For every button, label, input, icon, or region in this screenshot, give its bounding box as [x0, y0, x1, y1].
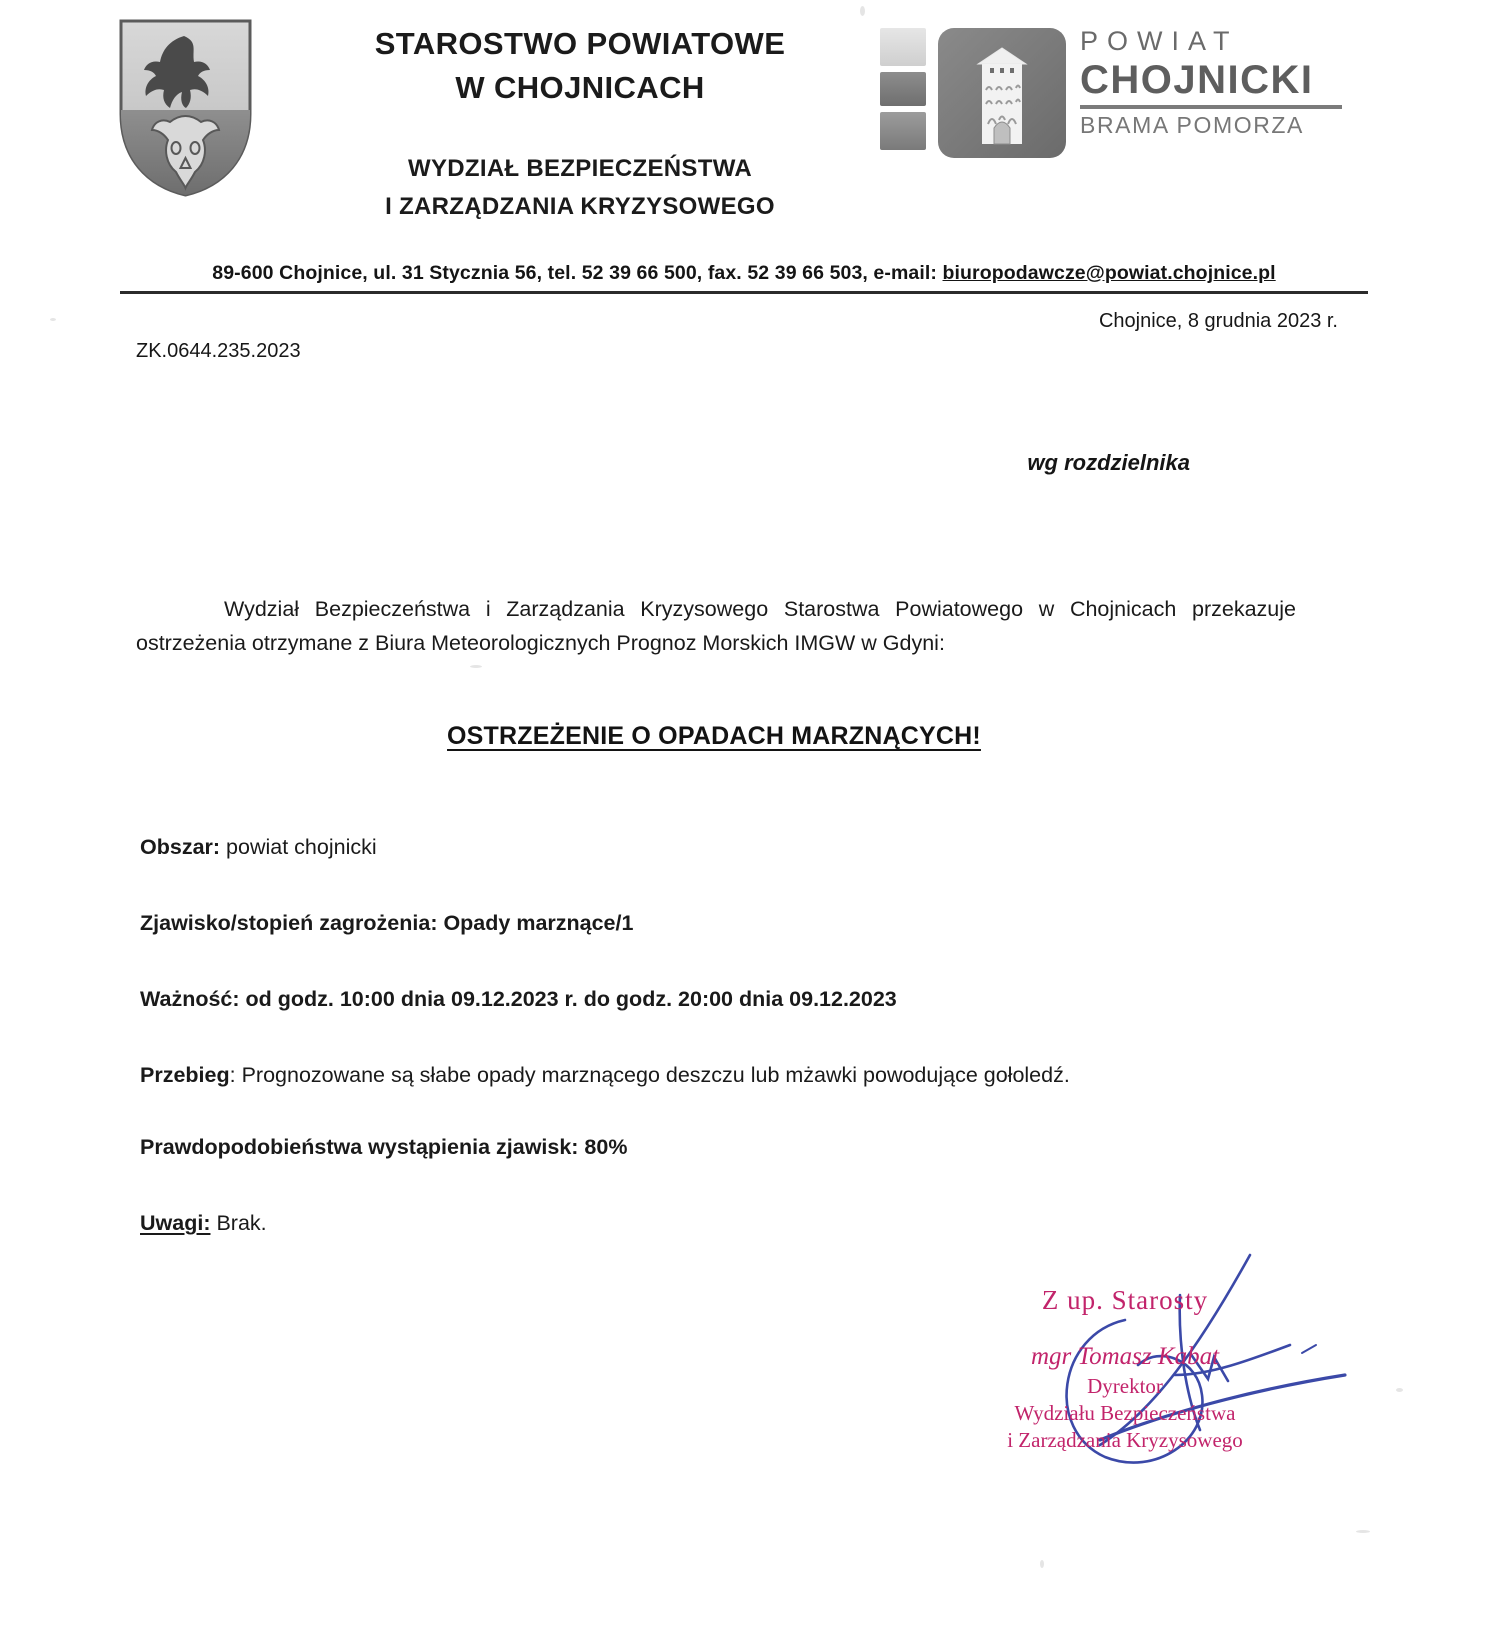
field-remarks-value: Brak. [216, 1211, 267, 1235]
department-line1: WYDZIAŁ BEZPIECZEŃSTWA [408, 155, 752, 182]
stamp-line-2: mgr Tomasz Kabat [1030, 1343, 1220, 1370]
field-course-label: Przebieg [140, 1063, 230, 1087]
city-and-date: Chojnice, 8 grudnia 2023 r. [1098, 310, 1338, 332]
field-course-value: : Prognozowane są słabe opady marznącego deszczu lub mżawki powodujące gołoledź. [229, 1063, 1070, 1087]
powiat-chojnicki-logo [880, 20, 1340, 170]
org-title-line1: STAROSTWO POWIATOWE [374, 26, 786, 61]
scan-speck [1396, 1388, 1403, 1392]
document-header [0, 0, 1488, 250]
warning-title-text: OSTRZEŻENIE O OPADACH MARZNĄCYCH! [447, 722, 981, 750]
logo-wordmark [1080, 24, 1340, 139]
warning-title [0, 722, 1428, 751]
field-remarks-label: Uwagi: [140, 1211, 211, 1235]
stamp-line-5: i Zarządzania Kryzysowego [1007, 1428, 1243, 1452]
organization-title [300, 22, 860, 110]
reference-number: ZK.0644.235.2023 [136, 340, 301, 362]
field-validity: Ważność: od godz. 10:00 dnia 09.12.2023 r. do godz. 20:00 dnia 09.12.2023 [140, 987, 897, 1011]
intro-text: Wydział Bezpieczeństwa i Zarządzania Kryzysowego Starostwa Powiatowego w Chojnicach przekazuje ostrzeżenia otrzymane z Biura Meteorologicznych Prognoz Morskich IMGW w Gdyni: [136, 597, 1296, 655]
header-divider [120, 291, 1368, 294]
scan-speck [470, 665, 482, 668]
stamp-line-1: Z up. Starosty [1041, 1285, 1209, 1315]
contact-line [120, 262, 1368, 285]
stamp-line-3: Dyrektor [1087, 1374, 1163, 1398]
department-title [300, 150, 860, 226]
logo-word-brama-pomorza: BRAMA POMORZA [1080, 112, 1304, 138]
logo-word-chojnicki: CHOJNICKI [1080, 58, 1314, 102]
scan-speck [860, 6, 865, 16]
logo-word-powiat: POWIAT [1080, 26, 1239, 56]
field-area-label: Obszar: [140, 835, 221, 859]
signature-stamp [960, 1255, 1380, 1485]
field-area [140, 830, 1305, 864]
coat-of-arms-icon [118, 18, 253, 198]
warning-fields [140, 830, 1305, 1282]
logo-divider [1080, 105, 1342, 109]
scan-speck [1356, 1530, 1370, 1533]
scan-speck [50, 318, 56, 321]
org-title-line2: W CHOJNICACH [455, 70, 705, 105]
field-probability: Prawdopodobieństwa wystąpienia zjawisk: 80% [140, 1135, 628, 1159]
field-area-value: powiat chojnicki [226, 835, 377, 859]
field-phenomenon: Zjawisko/stopień zagrożenia: Opady marznące/1 [140, 911, 634, 935]
contact-strip [120, 262, 1368, 294]
contact-email-link[interactable]: biuropodawcze@powiat.chojnice.pl [942, 262, 1276, 284]
field-course [140, 1058, 1305, 1092]
logo-tower-icon [938, 28, 1066, 158]
scan-speck [1040, 1560, 1044, 1568]
stamp-line-4: Wydziału Bezpieczeństwa [1014, 1401, 1236, 1425]
stamp-text [960, 1255, 1290, 1454]
addressee: wg rozdzielnika [1027, 450, 1190, 475]
department-line2: I ZARZĄDZANIA KRYZYSOWEGO [385, 193, 775, 220]
contact-address-text: 89-600 Chojnice, ul. 31 Stycznia 56, tel. 52 39 66 500, fax. 52 39 66 503, e-mail: [212, 262, 943, 284]
intro-paragraph [136, 592, 1296, 660]
logo-bars-icon [880, 28, 926, 158]
